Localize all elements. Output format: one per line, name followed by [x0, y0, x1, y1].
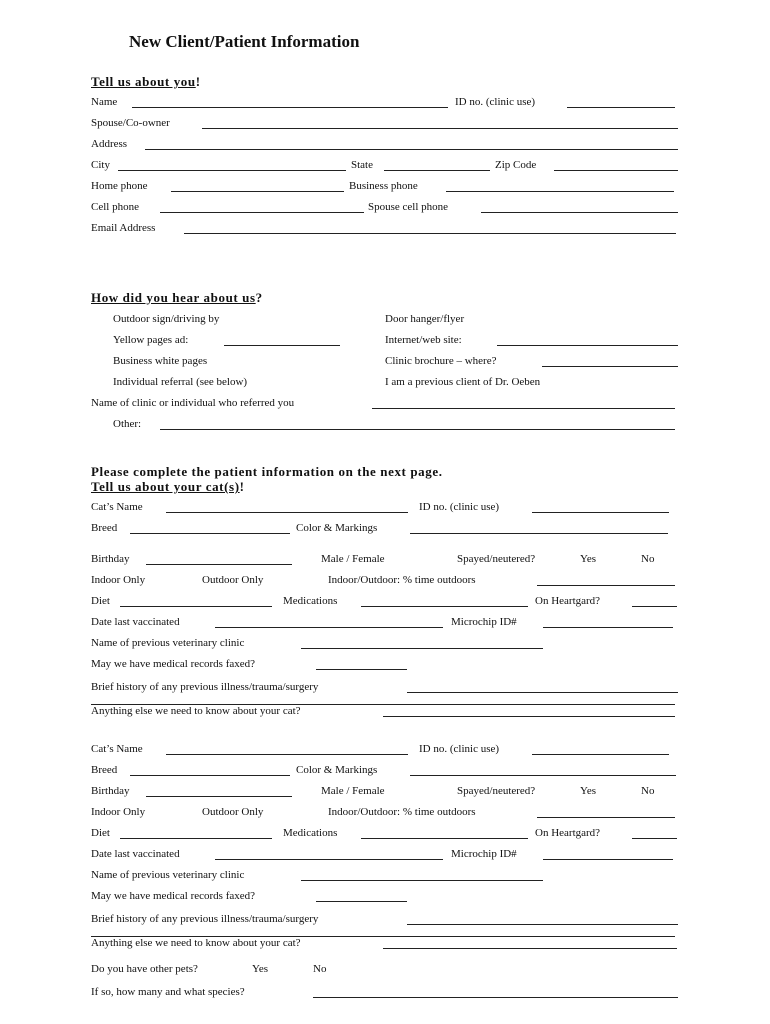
referral-heading-suffix: ? — [255, 290, 263, 305]
cat2-color-label: Color & Markings — [296, 764, 378, 776]
cat1-records-label: May we have medical records faxed? — [91, 658, 256, 670]
how-many-field[interactable] — [313, 997, 678, 998]
cat2-microchip-field[interactable] — [543, 859, 673, 860]
patient-intro: Please complete the patient information on the next page. — [91, 464, 443, 479]
cat2-heartgard-field[interactable] — [632, 838, 677, 839]
cat1-spayed-no[interactable]: No — [641, 553, 655, 565]
cat1-prev-clinic-field[interactable] — [301, 648, 543, 649]
cat2-breed-label: Breed — [91, 764, 118, 776]
cat1-medications-label: Medications — [283, 595, 338, 607]
cat2-spayed-label: Spayed/neutered? — [457, 785, 536, 797]
cat2-id-label: ID no. (clinic use) — [419, 743, 500, 755]
cat1-microchip-label: Microchip ID# — [451, 616, 517, 628]
spouse-label: Spouse/Co-owner — [91, 117, 170, 129]
how-many-label: If so, how many and what species? — [91, 986, 245, 998]
cat2-anything-field[interactable] — [383, 948, 677, 949]
email-label: Email Address — [91, 222, 156, 234]
home-phone-field[interactable] — [171, 191, 344, 192]
cell-phone-label: Cell phone — [91, 201, 139, 213]
cat2-heartgard-label: On Heartgard? — [535, 827, 601, 839]
cat2-anything-label: Anything else we need to know about your cat? — [91, 937, 301, 949]
cat2-medications-label: Medications — [283, 827, 338, 839]
cat2-records-label: May we have medical records faxed? — [91, 890, 256, 902]
cat2-birthday-label: Birthday — [91, 785, 130, 797]
spouse-cell-field[interactable] — [481, 212, 678, 213]
cat1-medications-field[interactable] — [361, 606, 528, 607]
cat2-name-field[interactable] — [166, 754, 408, 755]
cat1-breed-field[interactable] — [130, 533, 290, 534]
client-id-field[interactable] — [567, 107, 675, 108]
address-label: Address — [91, 138, 128, 150]
business-phone-label: Business phone — [349, 180, 418, 192]
cat1-name-field[interactable] — [166, 512, 408, 513]
cat2-sex-option[interactable]: Male / Female — [321, 785, 385, 797]
cat1-heartgard-label: On Heartgard? — [535, 595, 601, 607]
option-white-pages[interactable]: Business white pages — [113, 355, 208, 367]
cat1-vaccinated-label: Date last vaccinated — [91, 616, 180, 628]
cat1-anything-label: Anything else we need to know about your cat? — [91, 705, 301, 717]
cat2-color-field[interactable] — [410, 775, 676, 776]
brochure-field[interactable] — [542, 366, 678, 367]
cat2-name-label: Cat’s Name — [91, 743, 143, 755]
cat2-microchip-label: Microchip ID# — [451, 848, 517, 860]
cat2-outdoor-option[interactable]: Outdoor Only — [202, 806, 264, 818]
option-brochure[interactable]: Clinic brochure – where? — [385, 355, 497, 367]
name-field[interactable] — [132, 107, 448, 108]
option-individual-referral[interactable]: Individual referral (see below) — [113, 376, 248, 388]
cat-section-heading — [91, 479, 245, 494]
option-outdoor-sign[interactable]: Outdoor sign/driving by — [113, 313, 220, 325]
option-previous-client[interactable]: I am a previous client of Dr. Oeben — [385, 376, 541, 388]
cat1-birthday-field[interactable] — [146, 564, 292, 565]
spouse-field[interactable] — [202, 128, 678, 129]
cat1-breed-label: Breed — [91, 522, 118, 534]
cat1-history-label: Brief history of any previous illness/trauma/surgery — [91, 681, 319, 693]
referred-by-label: Name of clinic or individual who referred you — [91, 397, 295, 409]
city-field[interactable] — [118, 170, 346, 171]
cat1-records-field[interactable] — [316, 669, 407, 670]
cat1-birthday-label: Birthday — [91, 553, 130, 565]
option-yellow-pages[interactable]: Yellow pages ad: — [113, 334, 189, 346]
client-id-label: ID no. (clinic use) — [455, 96, 536, 108]
cell-phone-field[interactable] — [160, 212, 364, 213]
state-field[interactable] — [384, 170, 490, 171]
client-section-heading — [91, 74, 201, 89]
cat2-prev-clinic-field[interactable] — [301, 880, 543, 881]
referral-section-heading — [91, 290, 263, 305]
cat1-history-field[interactable] — [407, 692, 678, 693]
spouse-cell-label: Spouse cell phone — [368, 201, 449, 213]
cat1-diet-field[interactable] — [120, 606, 272, 607]
cat2-birthday-field[interactable] — [146, 796, 292, 797]
cat1-diet-label: Diet — [91, 595, 110, 607]
cat-heading-suffix: ! — [239, 479, 245, 494]
cat1-sex-option[interactable]: Male / Female — [321, 553, 385, 565]
state-label: State — [351, 159, 373, 171]
address-field[interactable] — [145, 149, 678, 150]
cat1-id-field[interactable] — [532, 512, 669, 513]
zip-field[interactable] — [554, 170, 678, 171]
page-title: New Client/Patient Information — [129, 32, 360, 51]
cat1-anything-field[interactable] — [383, 716, 675, 717]
cat1-color-field[interactable] — [410, 533, 668, 534]
cat2-records-field[interactable] — [316, 901, 407, 902]
home-phone-label: Home phone — [91, 180, 148, 192]
cat1-outdoor-option[interactable]: Outdoor Only — [202, 574, 264, 586]
cat2-vaccinated-field[interactable] — [215, 859, 443, 860]
option-door-hanger[interactable]: Door hanger/flyer — [385, 313, 465, 325]
other-pets-label: Do you have other pets? — [91, 963, 198, 975]
cat1-indoor-outdoor-label[interactable]: Indoor/Outdoor: % time outdoors — [328, 574, 476, 586]
email-field[interactable] — [184, 233, 676, 234]
cat-heading-text: Tell us about your cat(s) — [91, 479, 240, 494]
client-heading-text: Tell us about you — [91, 74, 196, 89]
other-label: Other: — [113, 418, 142, 430]
cat2-outdoor-pct-field[interactable] — [537, 817, 675, 818]
cat2-prev-clinic-label: Name of previous veterinary clinic — [91, 869, 245, 881]
cat2-spayed-yes[interactable]: Yes — [580, 785, 597, 797]
cat2-history-label: Brief history of any previous illness/trauma/surgery — [91, 913, 319, 925]
cat1-color-label: Color & Markings — [296, 522, 378, 534]
name-label: Name — [91, 96, 118, 108]
yellow-pages-field[interactable] — [224, 345, 340, 346]
city-label: City — [91, 159, 110, 171]
internet-field[interactable] — [497, 345, 678, 346]
zip-label: Zip Code — [495, 159, 537, 171]
referral-heading-text: How did you hear about us — [91, 290, 256, 305]
cat2-breed-field[interactable] — [130, 775, 290, 776]
cat2-diet-field[interactable] — [120, 838, 272, 839]
referred-by-field[interactable] — [372, 408, 675, 409]
cat2-indoor-option[interactable]: Indoor Only — [91, 806, 146, 818]
cat1-name-label: Cat’s Name — [91, 501, 143, 513]
other-pets-yes[interactable]: Yes — [252, 963, 269, 975]
cat2-medications-field[interactable] — [361, 838, 528, 839]
cat2-spayed-no[interactable]: No — [641, 785, 655, 797]
cat1-prev-clinic-label: Name of previous veterinary clinic — [91, 637, 245, 649]
cat2-id-field[interactable] — [532, 754, 669, 755]
cat1-id-label: ID no. (clinic use) — [419, 501, 500, 513]
cat1-indoor-option[interactable]: Indoor Only — [91, 574, 146, 586]
cat1-spayed-yes[interactable]: Yes — [580, 553, 597, 565]
cat1-heartgard-field[interactable] — [632, 606, 677, 607]
client-heading-suffix: ! — [195, 74, 201, 89]
option-internet[interactable]: Internet/web site: — [385, 334, 462, 346]
cat2-vaccinated-label: Date last vaccinated — [91, 848, 180, 860]
other-pets-no[interactable]: No — [313, 963, 327, 975]
cat2-history-field[interactable] — [407, 924, 678, 925]
cat1-spayed-label: Spayed/neutered? — [457, 553, 536, 565]
cat1-vaccinated-field[interactable] — [215, 627, 443, 628]
cat1-microchip-field[interactable] — [543, 627, 673, 628]
business-phone-field[interactable] — [446, 191, 674, 192]
other-field[interactable] — [160, 429, 675, 430]
cat1-outdoor-pct-field[interactable] — [537, 585, 675, 586]
cat2-diet-label: Diet — [91, 827, 110, 839]
cat2-indoor-outdoor-label[interactable]: Indoor/Outdoor: % time outdoors — [328, 806, 476, 818]
